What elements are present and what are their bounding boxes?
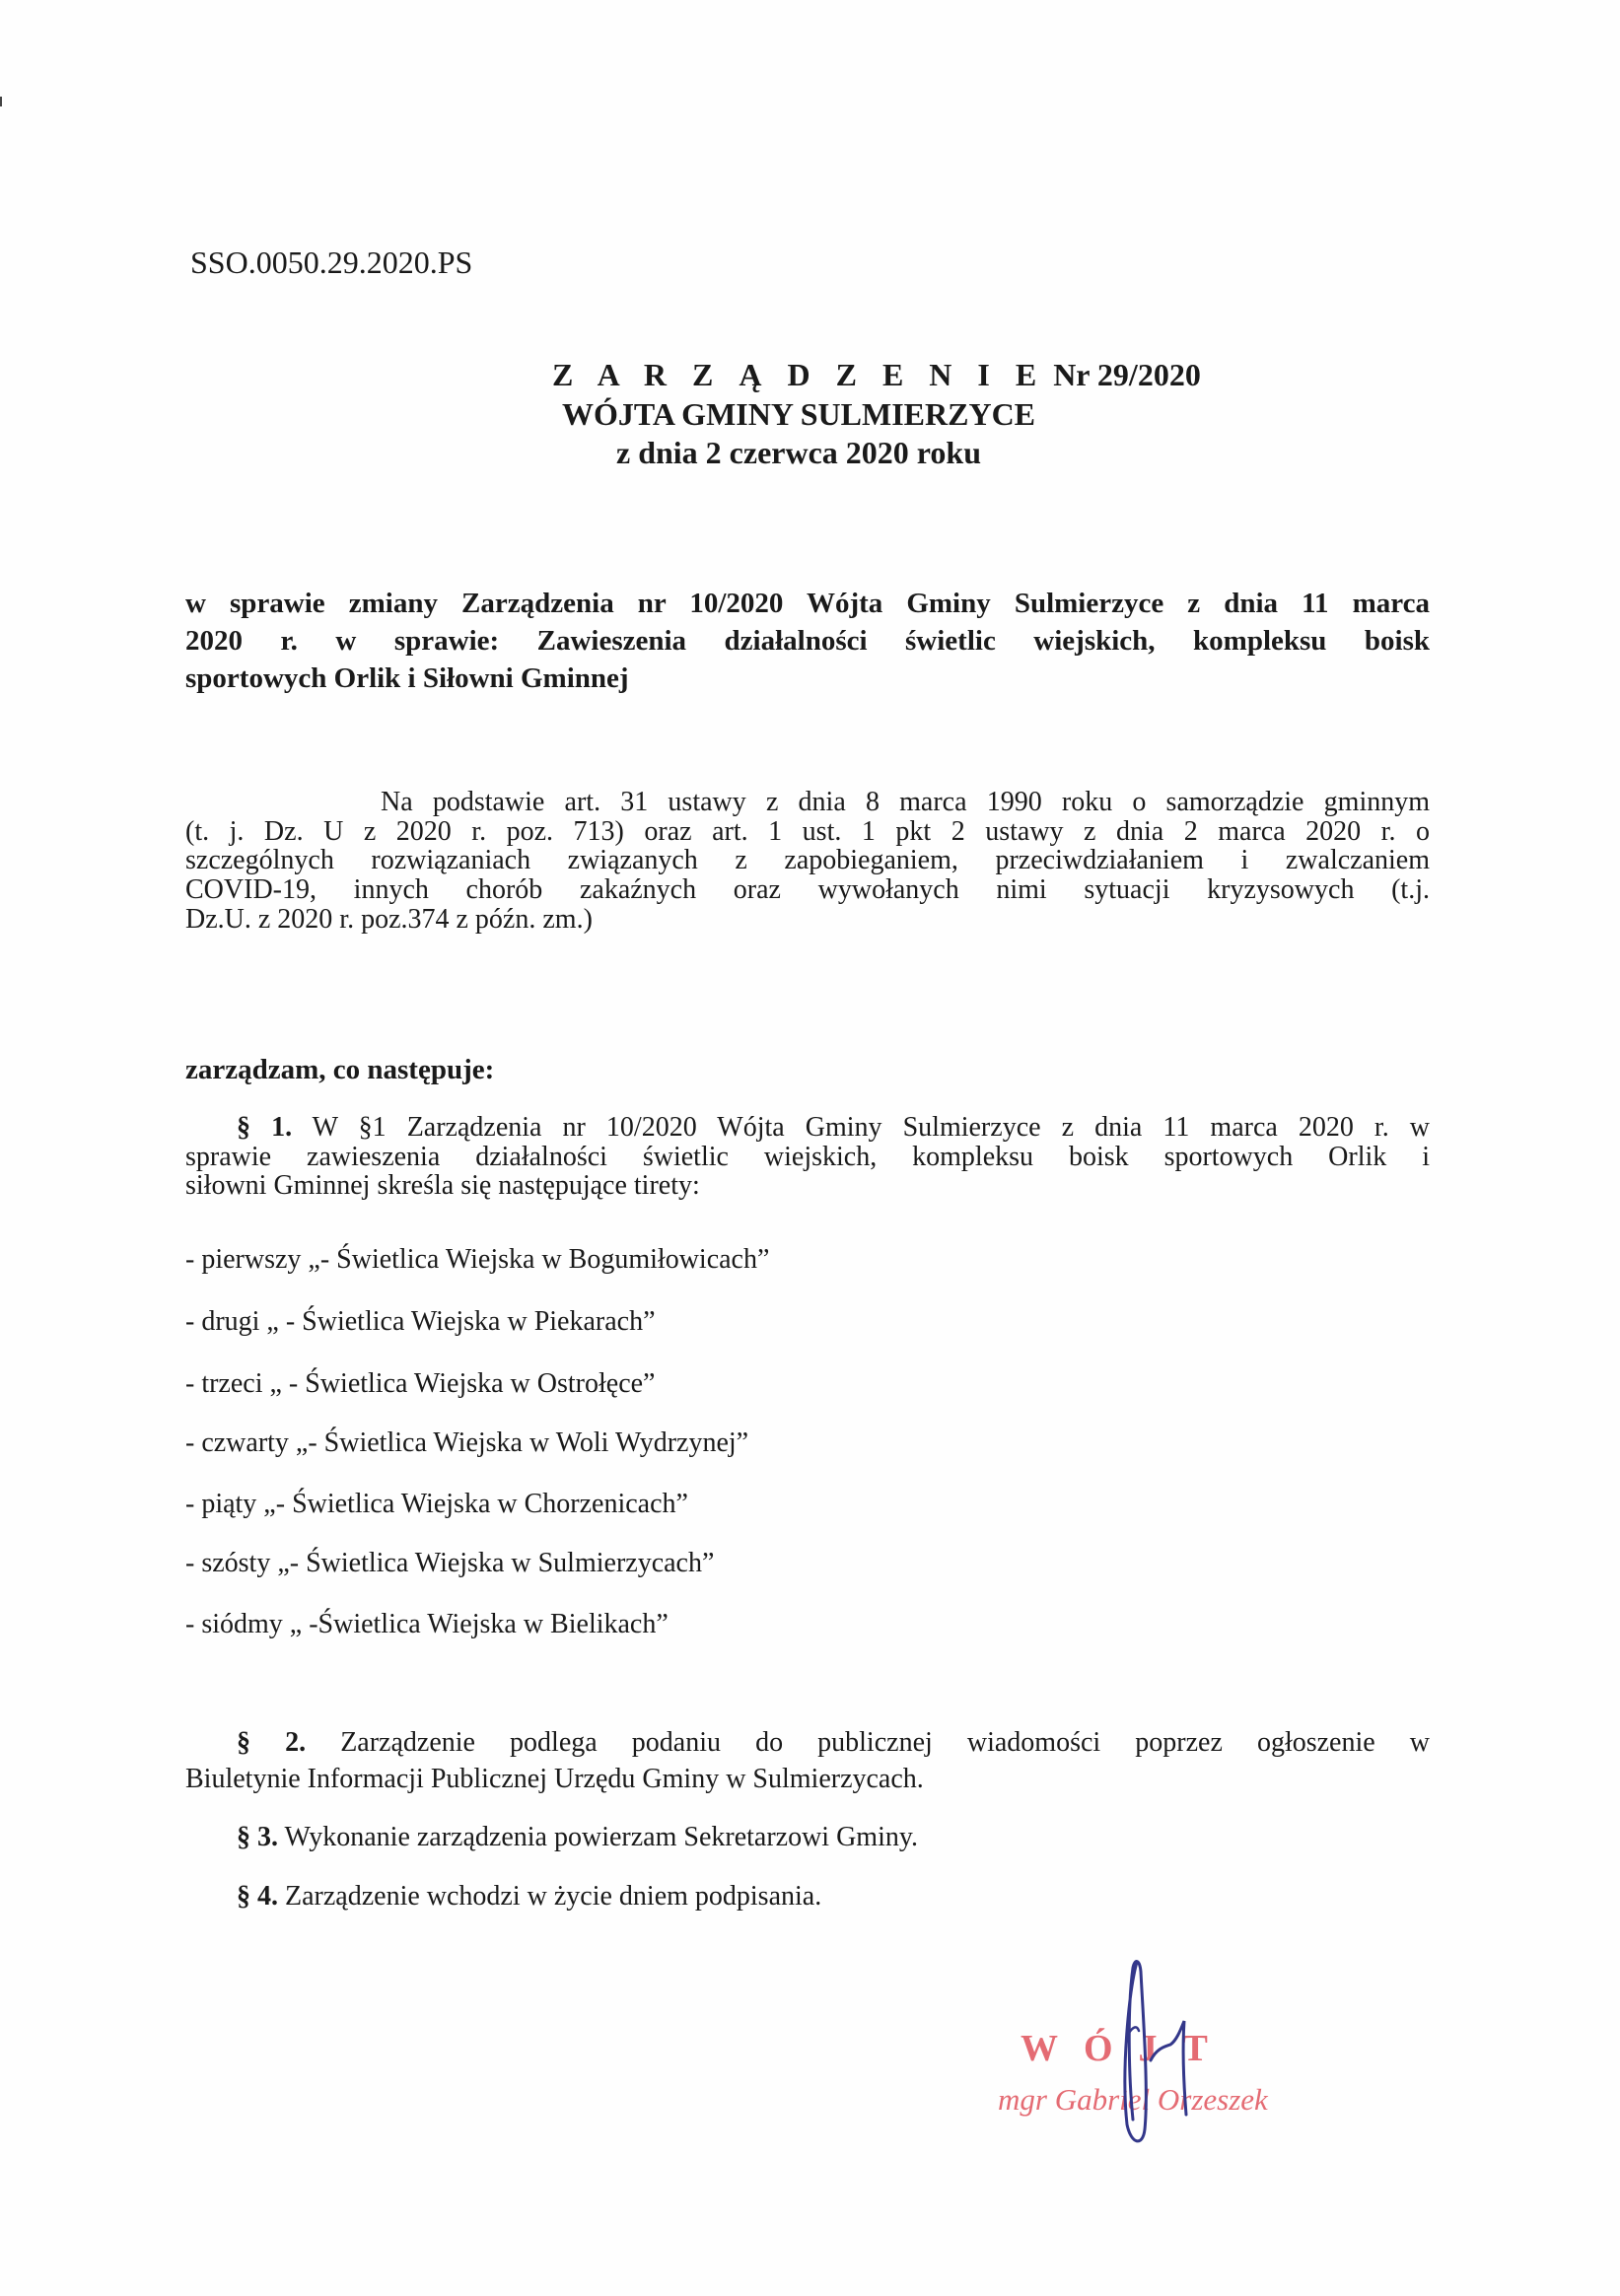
list-item: - trzeci „ - Świetlica Wiejska w Ostrołęce” <box>185 1368 656 1399</box>
stamp-name: mgr Gabriel Orzeszek <box>998 2082 1268 2117</box>
section-label: § 2. <box>237 1727 307 1758</box>
section-3-line <box>237 1824 918 1851</box>
section-2-line: Biuletynie Informacji Publicznej Urzędu Gminy w Sulmierzycach. <box>185 1764 924 1794</box>
legal-basis-line: COVID-19, innych chorób zakaźnych oraz wywołanych nimi sytuacji kryzysowych (t.j. <box>185 874 1430 905</box>
list-item: - pierwszy „- Świetlica Wiejska w Bogumiłowicach” <box>185 1244 770 1275</box>
list-item: - drugi „ - Świetlica Wiejska w Piekarach” <box>185 1306 656 1337</box>
section-label: § 3. <box>237 1822 278 1852</box>
title-word: Z A R Z Ą D Z E N I E <box>552 357 1046 392</box>
legal-basis-line: szczególnych rozwiązaniach związanych z zapobieganiem, przeciwdziałaniem i zwalczaniem <box>185 845 1430 875</box>
section-1-line <box>237 1114 1430 1142</box>
reference-number: SSO.0050.29.2020.PS <box>190 244 473 280</box>
section-1-line: siłowni Gminnej skreśla się następujące tirety: <box>185 1170 700 1201</box>
section-text: Zarządzenie podlega podaniu do publicznej wiadomości poprzez ogłoszenie w <box>340 1727 1431 1758</box>
list-item: - piąty „- Świetlica Wiejska w Chorzenicach” <box>185 1489 688 1519</box>
title-number: Nr 29/2020 <box>1053 357 1201 392</box>
list-item: - szósty „- Świetlica Wiejska w Sulmierzycach” <box>185 1548 715 1578</box>
section-text: Zarządzenie wchodzi w życie dniem podpisania. <box>285 1881 822 1912</box>
document-title <box>552 357 1201 392</box>
title-date: z dnia 2 czerwca 2020 roku <box>615 435 982 470</box>
section-text: Wykonanie zarządzenia powierzam Sekretarzowi Gminy. <box>284 1822 919 1852</box>
section-text: W §1 Zarządzenia nr 10/2020 Wójta Gminy Sulmierzyce z dnia 11 marca 2020 r. w <box>312 1112 1430 1143</box>
section-1-line: sprawie zawieszenia działalności świetlic wiejskich, kompleksu boisk sportowych Orlik i <box>185 1142 1430 1172</box>
section-4-line <box>237 1883 821 1911</box>
subject-line: 2020 r. w sprawie: Zawieszenia działalności świetlic wiejskich, kompleksu boisk <box>185 625 1430 657</box>
signature-icon <box>1099 1952 1208 2149</box>
subject-line: w sprawie zmiany Zarządzenia nr 10/2020 Wójta Gminy Sulmierzyce z dnia 11 marca <box>185 588 1430 619</box>
title-authority: WÓJTA GMINY SULMIERZYCE <box>561 396 1036 432</box>
list-item: - siódmy „ -Świetlica Wiejska w Bielikach” <box>185 1609 669 1639</box>
stamp-title: WÓJT <box>1021 2028 1233 2069</box>
subject-line: sportowych Orlik i Siłowni Gminnej <box>185 662 629 694</box>
legal-basis-line: Na podstawie art. 31 ustawy z dnia 8 marca 1990 roku o samorządzie gminnym <box>381 787 1430 817</box>
section-label: § 1. <box>237 1112 293 1143</box>
scan-edge-mark <box>0 97 2 106</box>
section-label: § 4. <box>237 1881 278 1912</box>
decree-intro: zarządzam, co następuje: <box>185 1054 495 1085</box>
legal-basis-line: Dz.U. z 2020 r. poz.374 z późn. zm.) <box>185 904 593 935</box>
list-item: - czwarty „- Świetlica Wiejska w Woli Wydrzynej” <box>185 1427 749 1458</box>
section-2-line <box>237 1729 1430 1757</box>
legal-basis-line: (t. j. Dz. U z 2020 r. poz. 713) oraz art. 1 ust. 1 pkt 2 ustawy z dnia 2 marca 2020 r. o <box>185 816 1430 847</box>
